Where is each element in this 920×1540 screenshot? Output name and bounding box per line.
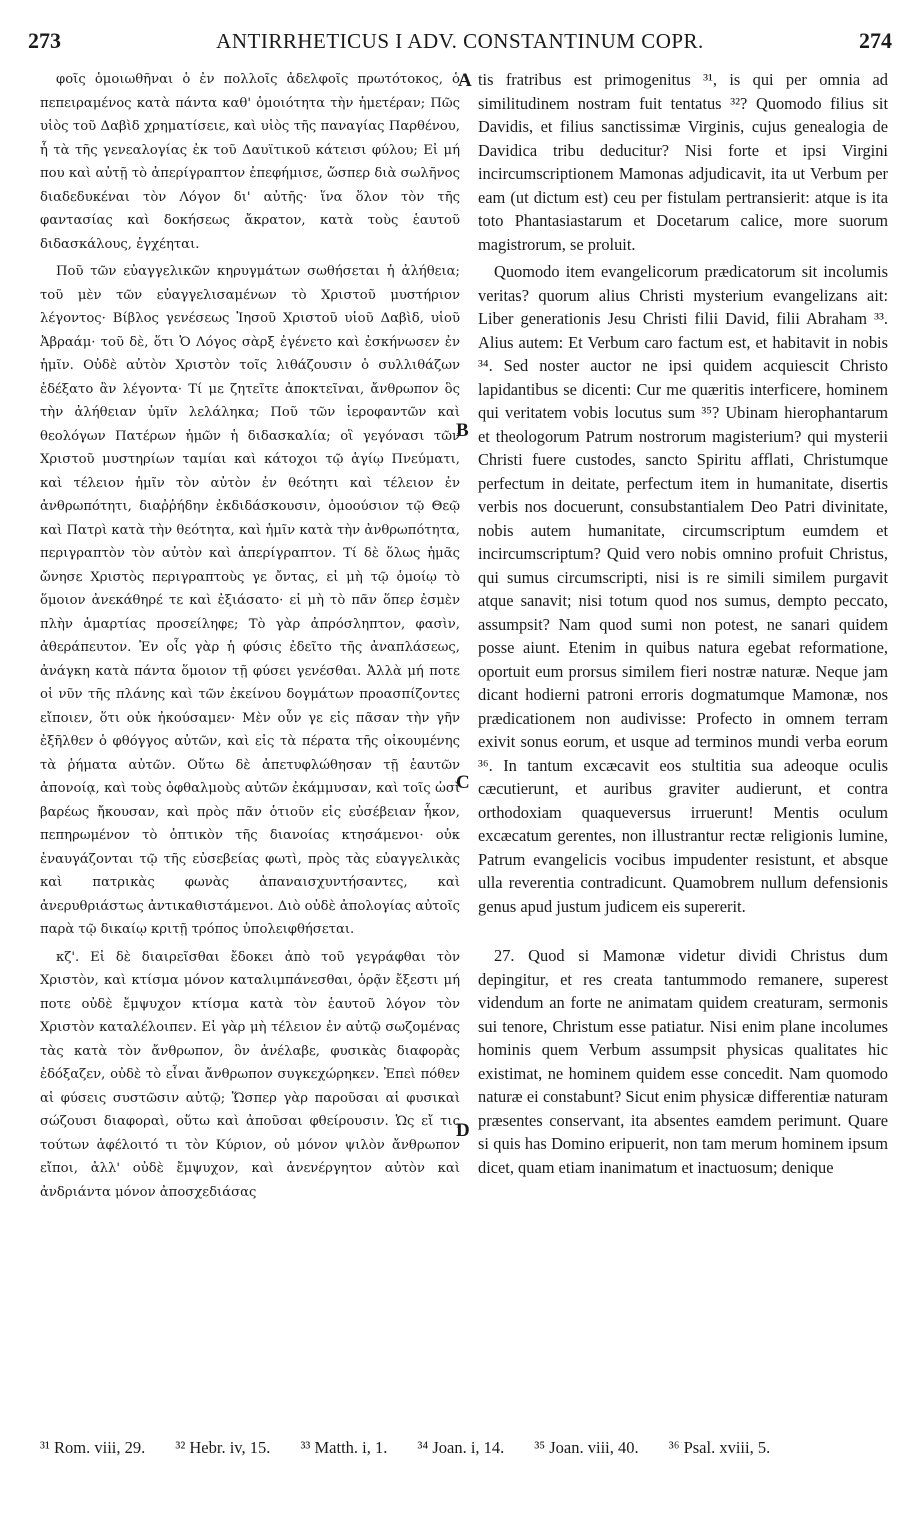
running-header [28, 28, 892, 60]
greek-column [40, 68, 460, 1423]
footnote-36: ³⁶ Psal. xviii, 5. [668, 1438, 771, 1457]
footnote-31: ³¹ Rom. viii, 29. [40, 1438, 146, 1457]
latin-column [478, 68, 888, 1423]
greek-paragraph-3: κζ'. Εἰ δὲ διαιρεῖσθαι ἔδοκει ἀπὸ τοῦ γεγράφθαι τὸν Χριστὸν, καὶ κτίσμα μόνον καταλιμπάνεσθαι, ὁρᾷν ἔξεστι μή ποτε οὐδὲ ἔμψυχον κτίσμα κατὰ τὸν ἑαυτοῦ λόγον τὸν Χριστὸν καταλέλοιπεν. Εἰ γὰρ μὴ τέλειον ἐν αὐτῷ σωζομένας τὰς κατὰ τὸν ἄνθρωπον, ὃν ἀνέλαβε, φυσικὰς διαφορὰς ἐδόξαζεν, οὐδὲ τὸ εἶναι ἄνθρωπον συγκεχώρηκεν. Ἐπεὶ πόθεν αἱ φύσεις συστῶσιν αὐτῷ; Ὥσπερ γὰρ παροῦσαι αἱ φυσικαὶ σώζουσι διαφοραὶ, οὕτω καὶ ἀποῦσαι φθείρουσιν. Ὡς εἴ τις τούτων ἀφέλοιτό τι τὸν Κύριον, οὐ μόνον ψιλὸν ἄνθρωπον εἴποι, ἀλλ' οὐδὲ ἔμψυχον, καὶ ἀνενέργητον αὐτὸν καὶ ἀνδριάντα μόνον ἀποσχεδιάσας [40, 949, 460, 1200]
left-page-number: 273 [28, 28, 61, 53]
footnotes [40, 1436, 892, 1460]
footnote-35: ³⁵ Joan. viii, 40. [534, 1438, 639, 1457]
greek-paragraph-1: φοῖς ὁμοιωθῆναι ὁ ἐν πολλοῖς ἀδελφοῖς πρωτότοκος, ὁ πεπειραμένος κατὰ πάντα καθ' ὁμοιότητα τὴν ἡμετέραν; Πῶς υἱὸς τοῦ Δαβὶδ χρηματίσειε, καὶ υἱὸς τῆς παναγίας Παρθένου, ἧ τὰ τῆς γενεαλογίας ἐκ τοῦ Δαυϊτικοῦ κάτεισι φύλου; Εἰ μή που καὶ αὐτῇ τὸ ἀπερίγραπτον ἐπεφήμισε, ὥσπερ διὰ σωλῆνος διαδεδυκέναι τὸν Λόγον δι' αὐτῆς· ἵνα ὅλον τὸν τῆς φαντασίας καὶ δοκήσεως ἄκρατον, κατὰ τοὺς ἑαυτοῦ διδασκάλους, ἐγχέηται. [40, 72, 460, 252]
margin-letter-d: D [456, 1120, 470, 1141]
margin-letter-a: A [458, 70, 472, 91]
running-title: ANTIRRHETICUS I ADV. CONSTANTINUM COPR. [216, 29, 704, 53]
right-page-number: 274 [858, 28, 892, 53]
greek-paragraph-2: Ποῦ τῶν εὐαγγελικῶν κηρυγμάτων σωθήσεται ἡ ἀλήθεια; τοῦ μὲν τῶν εὐαγγελισαμένων τὸ Χριστοῦ μυστήριον λέγοντος· Βίβλος γενέσεως Ἰησοῦ Χριστοῦ υἱοῦ Δαβὶδ, υἱοῦ Ἀβραάμ· τοῦ δὲ, ὅτι Ὁ Λόγος σὰρξ ἐγένετο καὶ ἐσκήνωσεν ἐν ἡμῖν. Οὐδὲ αὐτὸν Χριστὸν τοῖς λιθάζουσιν ὁ συλλιθάζων ἐδέξατο ἂν λέγοντα· Τί με ζητεῖτε ἀποκτεῖναι, ἄνθρωπον ὃς τὴν ἀλήθειαν ὑμῖν λελάληκα; Ποῦ τῶν ἱεροφαντῶν καὶ θεολόγων Πατέρων ἡμῶν ἡ διδασκαλία; οἳ γεγόνασι τῶν Χριστοῦ μυστηρίων ταμίαι καὶ κάτοχοι τῷ ἁγίῳ Πνεύματι, καὶ τέλειον ἡμῖν τὸν αὐτὸν ἐν θεότητι καὶ τέλειον ἐν ἀνθρωπότητι, διαῤῥήδην ἐκδιδάσκουσιν, ὁμοούσιον τῷ Θεῷ καὶ Πατρὶ κατὰ τὴν θεότητα, καὶ ἡμῖν κατὰ τὴν ἀνθρωπότητα, περιγραπτὸν τὸν αὐτὸν καὶ ἀπερίγραπτον. Τί δὲ ὅλως ἡμᾶς ὤνησε Χριστὸς περιγραπτοὺς γε ὄντας, εἰ μὴ τῷ ὁμοίῳ τὸ ὅμοιον ἀνεκάθηρέ τε καὶ ἐξιάσατο· εἰ μὴ τὸ πᾶν ὅπερ ἐσμὲν πλὴν ἁμαρτίας προσείληφε; Τὸ γὰρ ἀπρόσληπτον, φασὶν, ἀθεράπευτον. Ἐν οἷς γὰρ ἡ φύσις ἐδεῖτο τῆς ἀναπλάσεως, ἀνάγκη κατὰ πάντα ὅμοιον τῇ φύσει γενέσθαι. Ἀλλὰ μή ποτε οἱ νῦν τῆς πλάνης καὶ τῶν ἐκείνου δογμάτων προασπίζοντες εἴποιεν, ὅτι οὐκ ἠκούσαμεν· Μὲν οὖν γε εἰς πᾶσαν τὴν γῆν ἐξῆλθεν ὁ φθόγγος αὐτῶν, καὶ εἰς τὰ πέρατα τῆς οἰκουμένης τὰ ῥήματα αὐτῶν. Οὕτω δὲ ἀπετυφλώθησαν τῇ ἑαυτῶν ἀπονοίᾳ, καὶ τοὺς ὀφθαλμοὺς αὐτῶν ἐκάμμυσαν, καὶ τοῖς ὠσὶ βαρέως ἤκουσαν, καὶ πρὸς πᾶν ὁτιοῦν εἰς εὐσέβειαν ἧκον, πεπηρωμένον τὸ ὀπτικὸν τῆς διανοίας κτησάμενοι· οὐκ ἐναυγάζονται τῷ τῆς εὐσεβείας φωτὶ, πρὸς τὰς εὐαγγελικὰς καὶ πατρικὰς φωνὰς ἀπαναισχυντήσαντες, καὶ ἀνερυθριάστως ἀντικαθιστάμενοι. Διὸ οὐδὲ ἀπολογίας αὐτοῖς παρὰ τῷ δικαίῳ κριτῇ τρόπος ὑπολειφθήσεται. [40, 264, 460, 937]
latin-paragraph-1: tis fratribus est primogenitus ³¹, is qui per omnia ad similitudinem nostram fuit tentatus ³²? Quomodo filius sit Davidis, et filius sanctissimæ Virginis, cujus genealogia de Davidica tribu deducitur? Nisi forte et ipsi Virgini incircumscriptionem Mamonas adjudicavit, ita ut Verbum per eam (ut dictum est) ceu per fistulam pertransierit: atque is ita toto Phantasiastarum et Docetarum calice, more suorum magistrorum, se proluit. [478, 70, 888, 254]
margin-letter-b: B [456, 420, 469, 441]
footnote-34: ³⁴ Joan. i, 14. [417, 1438, 505, 1457]
latin-paragraph-2: Quomodo item evangelicorum prædicatorum sit incolumis veritas? quorum alius Christi mysterium evangelizans ait: Liber generationis Jesu Christi filii David, filii Abraham ³³. Alius autem: Et Verbum caro factum est, et habitavit in nobis ³⁴. Sed noster auctor ne ipsi quidem acquiescit Christo lapidantibus se dicenti: Cur me quæritis interficere, hominem qui veritatem vobis locutus sum ³⁵? Ubinam hierophantarum et theologorum Patrum nostrorum magisterium? qui mysterii Christi fuere custodes, sancto Spiritu afflati, Christumque perfectum in deitate, perfectum item in humanitate, disertis verbis nos docuerunt, consubstantialem Deo Patri divinitate, nobis autem humanitate, circumscriptum eumdem et incircumscriptum? Quid vero nobis omnino profuit Christus, qui sumus circumscripti, nisi is re simili similem purgavit atque sanavit; nisi totum quod nos sumus, dempto peccato, assumpsit? Nam quod sumi non potest, ne sanari quidem posse aiunt. Etenim in quibus natura egebat reformatione, oportuit eum prorsus similem fieri nostræ naturæ. Neque jam dicant hodierni patroni erroris dogmatumque Mamonæ, nos prædicationem non audivisse: Profecto in omnem terram exivit sonus eorum, et usque ad terminos mundi verba eorum ³⁶. In tantum excæcavit eos stultitia sua adeoque oculis cæcutierunt, et auribus graviter audierunt, et contra orthodoxiam quaqueversus irruerunt! Mentis oculum excæcatum gerentes, non illustrantur rectæ religionis lumine, Patrum evangelicis vocibus impudenter resistunt, et absque ulla reverentia contradicunt. Quamobrem nullum defensionis genus apud justum judicem eis supererit. [478, 262, 888, 916]
footnote-32: ³² Hebr. iv, 15. [175, 1438, 271, 1457]
latin-paragraph-3: 27. Quod si Mamonæ videtur dividi Christus dum depingitur, et res creata tantummodo remanere, superest videndum an forte ne animatam quidem creaturam, sermonis sui tenore, Christum esse patiatur. Nisi enim plane incolumes hominis quem Verbum assumpsit physicas qualitates hic existimat, ne hominem quidem esse concedit. Nam quomodo naturæ ei constabunt? Sicut enim physicæ differentiæ naturam præsentes conservant, ita absentes eamdem perimunt. Quare si quis has Domino eripuerit, non tam merum hominem ipsum dicet, quam etiam inanimatum et inactuosum; denique [478, 946, 888, 1177]
footnote-33: ³³ Matth. i, 1. [300, 1438, 388, 1457]
margin-letter-c: C [456, 772, 470, 793]
